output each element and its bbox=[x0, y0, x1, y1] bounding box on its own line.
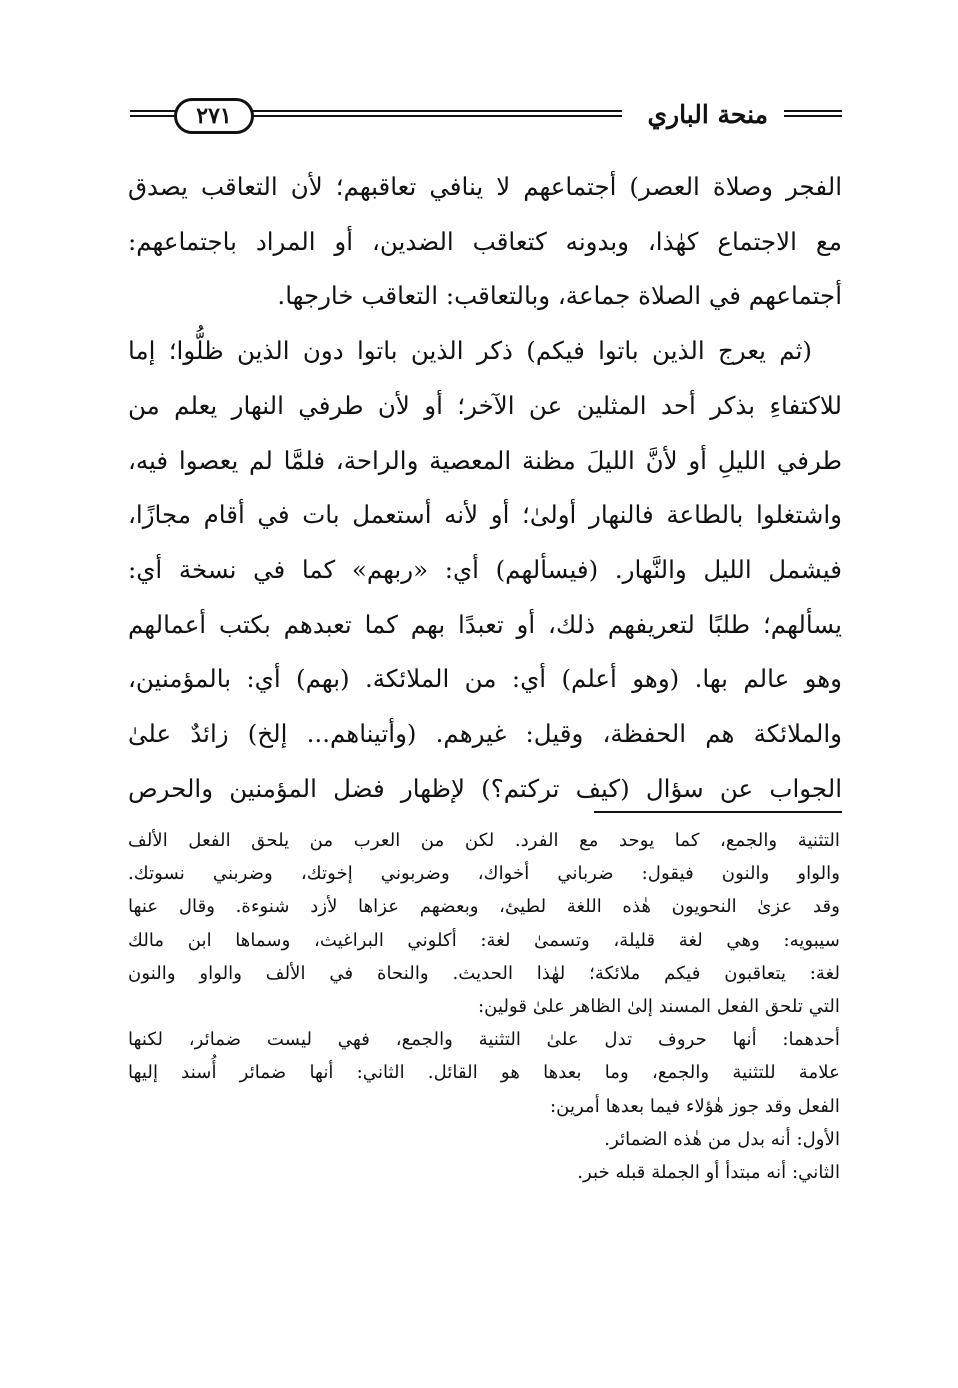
footnote-line: الثاني: أنه مبتدأ أو الجملة قبله خبر. bbox=[577, 1162, 840, 1184]
text-line: للاكتفاءِ بذكر أحد المثلين عن الآخر؛ أو لأن طرفي النهار يعلم من bbox=[128, 390, 842, 420]
footnote-separator bbox=[594, 811, 842, 813]
text-line: (ثم يعرج الذين باتوا فيكم) ذكر الذين باتوا دون الذين ظلُّوا؛ إما bbox=[128, 336, 812, 366]
header-rule-left bbox=[130, 110, 176, 121]
text-line: الجواب عن سؤال (كيف تركتم؟) لإظهار فضل المؤمنين والحرص bbox=[128, 773, 842, 803]
footnote-line: سيبويه: وهي لغة قليلة، وتسمىٰ لغة: أكلوني البراغيث، وسماها ابن مالك bbox=[128, 929, 840, 951]
footnote-line: التثنية والجمع، كما يوحد مع الفرد. لكن من العرب من يلحق الفعل الألف bbox=[128, 830, 840, 851]
footnote-line: لغة: يتعاقبون فيكم ملائكة؛ لهٰذا الحديث. والنحاة في الألف والواو والنون bbox=[128, 962, 840, 984]
footnote-line: الفعل وقد جوز هٰؤلاء فيما بعدها أمرين: bbox=[549, 1095, 840, 1117]
footnote-line: التي تلحق الفعل المسند إلىٰ الظاهر علىٰ قولين: bbox=[478, 996, 840, 1018]
header-rule-middle bbox=[252, 110, 622, 121]
page-number: ٢٧١ bbox=[174, 98, 254, 134]
running-header bbox=[130, 96, 842, 140]
text-line: طرفي الليلِ أو لأنَّ الليلَ مظنة المعصية والراحة، فلمَّا لم يعصوا فيه، bbox=[128, 445, 842, 475]
footnote-line: والواو والنون فيقول: ضرباني أخواك، وضربوني إخوتك، وضربني نسوتك. bbox=[128, 863, 840, 885]
text-line: فيشمل الليل والنَّهار. (فيسألهم) أي: «ربهم» كما في نسخة أي: bbox=[128, 554, 842, 584]
footnote-line: وقد عزىٰ النحويون هٰذه اللغة لطيئ، وبعضهم عزاها لأزد شنوءة. وقال عنها bbox=[128, 896, 840, 918]
footnotes bbox=[128, 824, 840, 1189]
book-title: منحة الباري bbox=[647, 100, 768, 129]
text-line: والملائكة هم الحفظة، وقيل: غيرهم. (وأتيناهم... إلخ) زائدٌ علىٰ bbox=[128, 719, 842, 749]
text-line: وهو عالم بها. (وهو أعلم) أي: من الملائكة. (بهم) أي: بالمؤمنين، bbox=[128, 664, 842, 694]
text-line: يسألهم؛ طلبًا لتعريفهم ذلك، أو تعبدًا بهم كما تعبدهم بكتب أعمالهم bbox=[128, 609, 842, 639]
header-rule-right bbox=[784, 110, 842, 121]
main-text bbox=[128, 160, 842, 816]
footnote-line: علامة للتثنية والجمع، وما بعدها هو القائل. الثاني: أنها ضمائر أُسند إليها bbox=[128, 1062, 840, 1084]
text-line: أجتماعهم في الصلاة جماعة، وبالتعاقب: التعاقب خارجها. bbox=[277, 281, 842, 311]
text-line: مع الاجتماع كهٰذا، وبدونه كتعاقب الضدين، أو المراد باجتماعهم: bbox=[128, 226, 842, 256]
text-line: واشتغلوا بالطاعة فالنهار أولىٰ؛ أو لأنه أستعمل بات في أقام مجازًا، bbox=[128, 500, 842, 530]
text-line: الفجر وصلاة العصر) أجتماعهم لا ينافي تعاقبهم؛ لأن التعاقب يصدق bbox=[128, 172, 842, 201]
footnote-line: أحدهما: أنها حروف تدل علىٰ التثنية والجمع، فهي ليست ضمائر، لكنها bbox=[128, 1029, 840, 1051]
footnote-line: الأول: أنه بدل من هٰذه الضمائر. bbox=[604, 1128, 840, 1150]
